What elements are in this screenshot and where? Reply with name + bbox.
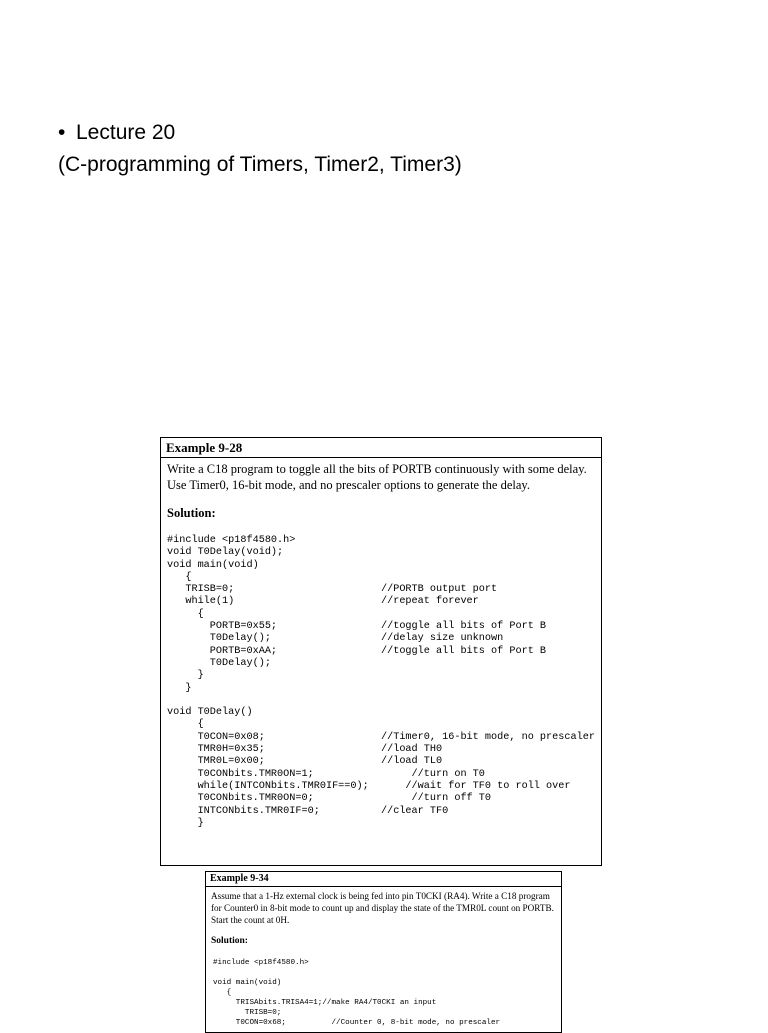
code-line: while(1) //repeat forever <box>167 596 479 608</box>
code-line: { <box>167 719 204 731</box>
code-line: #include <p18f4580.h> <box>167 535 296 546</box>
code-line <box>167 695 601 707</box>
code-line: T0Delay(); //delay size unknown <box>167 633 504 645</box>
title-line-1 <box>58 117 462 149</box>
code-line: T0Delay(); <box>167 657 271 669</box>
code-line: { <box>167 608 204 620</box>
code-listing <box>161 521 601 830</box>
code-line: } <box>167 670 204 682</box>
example-header: Example 9-34 <box>206 872 561 887</box>
code-line: TRISB=0; //PORTB output port <box>167 584 498 596</box>
solution-label: Solution: <box>211 936 248 946</box>
code-line: T0CON=0x08; //Timer0, 16-bit mode, no prescaler <box>167 731 595 743</box>
code-line: T0CONbits.TMR0ON=1; //turn on T0 <box>167 768 485 780</box>
code-line: { <box>213 989 232 997</box>
code-line: { <box>167 571 192 583</box>
code-line: T0CON=0x68; //Counter 0, 8-bit mode, no prescaler <box>213 1019 501 1027</box>
code-line: void T0Delay() <box>167 707 253 719</box>
code-line: TRISAbits.TRISA4=1;//make RA4/T0CKI an input <box>213 999 437 1007</box>
code-line: T0CONbits.TMR0ON=0; //turn off T0 <box>167 793 492 805</box>
lecture-subtitle: (C-programming of Timers, Timer2, Timer3) <box>58 153 462 176</box>
code-line: void T0Delay(void); <box>167 547 284 559</box>
example-9-28-figure <box>160 437 602 866</box>
code-listing <box>206 946 561 1028</box>
lecture-title: Lecture 20 <box>76 121 176 144</box>
solution-label: Solution: <box>167 506 216 520</box>
code-line: #include <p18f4580.h> <box>213 959 309 967</box>
slide-title <box>58 117 462 181</box>
code-line: TMR0L=0x00; //load TL0 <box>167 756 443 768</box>
example-description: Assume that a 1-Hz external clock is being fed into pin T0CKI (RA4). Write a C18 program for Counter0 in 8-bit mode to count up and display the state of the TMR0L count on PORTB. Start the count at 0H. <box>211 891 554 925</box>
code-line: } <box>167 682 192 694</box>
code-line: TMR0H=0x35; //load TH0 <box>167 744 443 756</box>
code-line: void main(void) <box>167 559 259 571</box>
code-line: TRISB=0; <box>213 1009 282 1017</box>
bullet-icon: • <box>58 121 66 144</box>
code-line: while(INTCONbits.TMR0IF==0); //wait for TF0 to roll over <box>167 780 571 792</box>
example-description: Write a C18 program to toggle all the bits of PORTB continuously with some delay. Use Timer0, 16-bit mode, and no prescaler options to generate the delay. <box>167 462 587 492</box>
code-line: PORTB=0x55; //toggle all bits of Port B <box>167 621 547 633</box>
example-9-34-figure <box>205 871 562 1033</box>
code-line: } <box>167 817 204 829</box>
example-header: Example 9-28 <box>161 438 601 458</box>
code-line <box>213 968 561 978</box>
code-line: void main(void) <box>213 979 282 987</box>
code-line: INTCONbits.TMR0IF=0; //clear TF0 <box>167 805 449 817</box>
code-line: PORTB=0xAA; //toggle all bits of Port B <box>167 645 547 657</box>
